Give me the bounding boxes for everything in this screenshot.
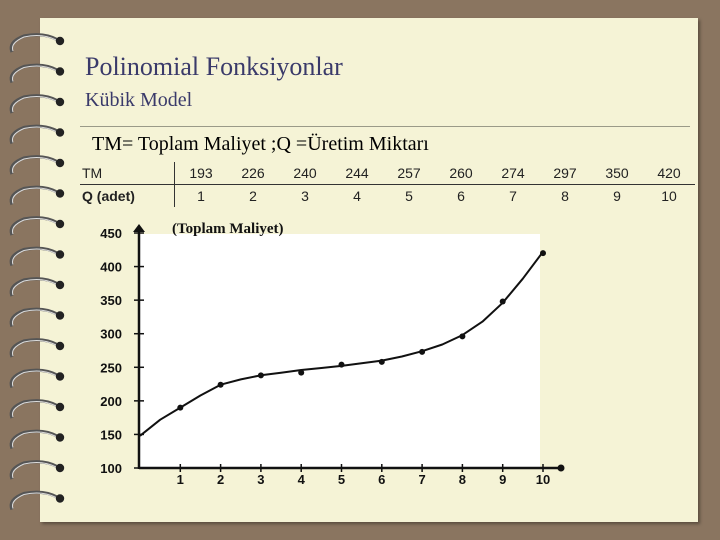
table-cell: 3: [301, 188, 309, 204]
table-cell: 420: [643, 162, 695, 185]
table-cell: 350: [591, 162, 643, 185]
table-cell: 6: [457, 188, 465, 204]
x-tick-label: 8: [458, 472, 467, 487]
table-cell: 274: [487, 162, 539, 185]
x-tick-label: 5: [337, 472, 346, 487]
table-cell: 7: [509, 188, 517, 204]
table-cell: 4: [353, 188, 361, 204]
table-cell: 257: [383, 162, 435, 185]
data-point: [500, 298, 506, 304]
x-tick-label: 3: [257, 472, 265, 487]
table-cell: 244: [331, 162, 383, 185]
table-cell: 240: [279, 162, 331, 185]
table-cell: 10: [661, 188, 677, 204]
data-point: [419, 349, 425, 355]
y-tick-label: 350: [100, 293, 122, 309]
data-point: [298, 370, 304, 376]
slide-subtitle: Kübik Model: [85, 89, 193, 111]
table-cell: 260: [435, 162, 487, 185]
y-tick-label: 300: [100, 326, 122, 342]
table-cell: 2: [249, 188, 257, 204]
data-point: [339, 362, 345, 368]
table-cell: 1: [197, 188, 205, 204]
y-tick-label: 450: [100, 226, 122, 241]
data-point: [258, 372, 264, 378]
table-cell: 5: [405, 188, 413, 204]
slide-title: Polinomial Fonksiyonlar: [85, 52, 343, 81]
table-cell: 8: [561, 188, 569, 204]
y-tick-label: 100: [100, 461, 122, 476]
table-cell: 297: [539, 162, 591, 185]
row-header: TM: [80, 162, 175, 185]
plot-background: [140, 234, 540, 468]
data-point: [379, 359, 385, 365]
row-header: Q (adet): [80, 185, 175, 208]
x-axis-end: [558, 465, 565, 472]
table-cell: 193: [175, 162, 228, 185]
y-tick-label: 150: [100, 427, 122, 443]
data-point: [459, 333, 465, 339]
y-tick-label: 400: [100, 259, 122, 275]
x-tick-label: 7: [418, 472, 426, 487]
data-point: [177, 405, 183, 411]
x-tick-label: 6: [378, 472, 386, 487]
y-tick-label: 250: [100, 360, 122, 376]
x-tick-label: 9: [499, 472, 507, 487]
x-tick-label: 10: [535, 472, 551, 487]
definition-text: TM= Toplam Maliyet ;Q =Üretim Miktarı: [92, 133, 429, 155]
table-cell: 9: [613, 188, 621, 204]
y-axis-label: (Toplam Maliyet): [172, 221, 284, 237]
table-cell: 226: [227, 162, 279, 185]
x-tick-label: 2: [216, 472, 225, 487]
y-tick-label: 200: [100, 393, 122, 409]
y-axis-arrow: [133, 224, 145, 232]
data-point: [540, 250, 546, 256]
x-tick-label: 1: [176, 472, 184, 487]
x-tick-label: 4: [297, 472, 305, 487]
data-point: [218, 382, 224, 388]
